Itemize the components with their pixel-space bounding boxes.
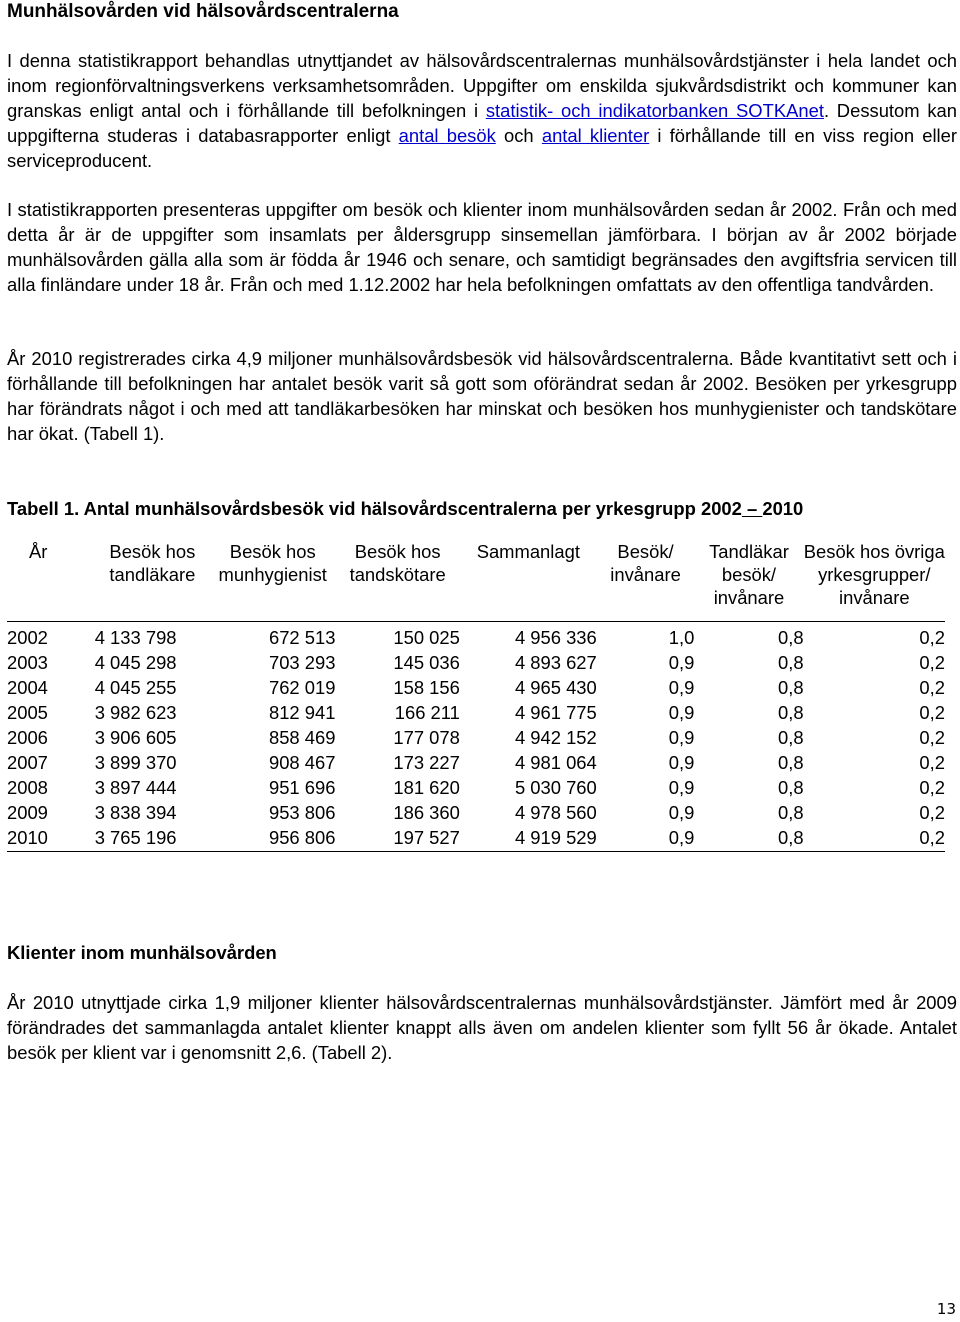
cell-besok-invanare: 0,9 (668, 777, 695, 798)
cell-ovriga-invanare: 0,2 (919, 777, 945, 798)
intro-text-1: I denna statistikrapport behandlas utnyttjandet av hälsovårdscentralernas munhälsovårdstjänster i hela landet och inom regionförvaltningsverkens verksamhetsområden. Uppgifter om enskilda sjukvårdsdistrikt och kommuner kan granskas enligt antal och i förhållande till befolkningen i (7, 50, 957, 121)
cell-year: 2007 (7, 752, 48, 773)
cell-ovriga-invanare: 0,2 (919, 652, 945, 673)
cell-tandskotare: 173 227 (393, 752, 460, 773)
cell-tandlakar-invanare: 0,8 (778, 652, 804, 673)
table-row (7, 800, 945, 825)
header-year: År (7, 540, 95, 622)
header-sammanlagt: Sammanlagt (460, 540, 597, 622)
cell-munhygienist: 812 941 (268, 702, 336, 723)
cell-tandlakare: 4 133 798 (94, 627, 177, 648)
cell-tandskotare: 186 360 (393, 802, 460, 823)
cell-munhygienist: 762 019 (268, 677, 336, 698)
cell-besok-invanare: 1,0 (668, 627, 695, 648)
cell-ovriga-invanare: 0,2 (804, 825, 945, 852)
cell-tandlakare: 4 045 298 (94, 652, 177, 673)
cell-munhygienist: 908 467 (268, 752, 336, 773)
cell-ovriga-invanare: 0,2 (919, 727, 945, 748)
header-tandlakare: Besök hos tandläkare (95, 540, 210, 622)
cell-tandlakar-invanare: 0,8 (778, 677, 804, 698)
cell-besok-invanare: 0,9 (668, 677, 695, 698)
cell-sammanlagt: 4 942 152 (514, 727, 597, 748)
cell-sammanlagt: 4 981 064 (514, 752, 597, 773)
table-row (7, 775, 945, 800)
table-header-row (7, 540, 945, 622)
cell-ovriga-invanare: 0,2 (919, 702, 945, 723)
cell-tandskotare: 177 078 (393, 727, 460, 748)
intro-text-4: i förhållande till en viss region eller serviceproducent. (7, 125, 957, 171)
cell-ovriga-invanare: 0,2 (919, 752, 945, 773)
cell-munhygienist: 953 806 (268, 802, 336, 823)
intro-text-2: . Dessutom kan uppgifterna studeras i databasrapporter enligt (7, 100, 958, 146)
cell-year: 2006 (7, 727, 48, 748)
table-row (7, 622, 945, 651)
cell-tandlakare: 4 045 255 (94, 677, 177, 698)
cell-tandlakare: 3 765 196 (95, 825, 210, 852)
cell-munhygienist: 858 469 (268, 727, 336, 748)
cell-year: 2009 (7, 802, 48, 823)
table-row (7, 825, 945, 852)
cell-tandlakare: 3 838 394 (94, 802, 177, 823)
cell-tandlakar-invanare: 0,8 (778, 727, 804, 748)
cell-sammanlagt: 4 956 336 (514, 627, 597, 648)
cell-tandskotare: 197 527 (335, 825, 459, 852)
cell-tandlakare: 3 897 444 (94, 777, 177, 798)
table-1-title-end: 2010 (762, 498, 804, 519)
cell-munhygienist: 672 513 (268, 627, 336, 648)
table-row (7, 700, 945, 725)
table-row (7, 725, 945, 750)
cell-besok-invanare: 0,9 (668, 652, 695, 673)
cell-year: 2003 (7, 652, 48, 673)
cell-tandskotare: 150 025 (393, 627, 460, 648)
cell-besok-invanare: 0,9 (668, 802, 695, 823)
cell-tandskotare: 181 620 (393, 777, 460, 798)
cell-tandlakar-invanare: 0,8 (778, 752, 804, 773)
cell-ovriga-invanare: 0,2 (919, 677, 945, 698)
cell-year: 2005 (7, 702, 48, 723)
table-1-title-dash: – (741, 498, 763, 519)
table-1-title-text: Tabell 1. Antal munhälsovårdsbesök vid hälsovårdscentralerna per yrkesgrupp 2002 (7, 498, 742, 519)
cell-tandlakar-invanare: 0,8 (778, 702, 804, 723)
cell-sammanlagt: 4 978 560 (514, 802, 597, 823)
cell-besok-invanare: 0,9 (668, 702, 695, 723)
cell-year: 2008 (7, 777, 48, 798)
header-tandlakar-invanare: Tandläkar besök/ invånare (694, 540, 803, 622)
cell-besok-invanare: 0,9 (668, 752, 695, 773)
clients-paragraph: År 2010 utnyttjade cirka 1,9 miljoner klienter hälsovårdscentralernas munhälsovårdstjänster. Jämfört med år 2009 förändrades det sammanlagda antalet klienter knappt alls även om andelen klienter som fyllt 56 år ökade. Antalet besök per klient var i genomsnitt 2,6. (Tabell 2). (7, 992, 957, 1063)
table-1 (7, 540, 945, 852)
table-row (7, 750, 945, 775)
cell-sammanlagt: 4 965 430 (514, 677, 597, 698)
cell-tandlakar-invanare: 0,8 (778, 802, 804, 823)
table-1-title (7, 496, 803, 521)
cell-tandlakar-invanare: 0,8 (778, 627, 804, 648)
cell-sammanlagt: 4 919 529 (460, 825, 597, 852)
statistics-paragraph: I statistikrapporten presenteras uppgifter om besök och klienter inom munhälsovården sedan år 2002. Från och med detta år är de uppgifter som insamlats per åldersgrupp sinsemellan jämförbara. I början av år 2002 började munhälsovården gälla alla som är födda år 1946 och senare, och samtidigt begränsades den avgiftsfria servicen till alla finländare under 18 år. Från och med 1.12.2002 har hela befolkningen omfattats av den offentliga tandvården. (7, 199, 957, 295)
cell-tandlakare: 3 899 370 (94, 752, 177, 773)
cell-sammanlagt: 5 030 760 (514, 777, 597, 798)
page-title: Munhälsovården vid hälsovårdscentralerna (7, 1, 399, 22)
intro-text-3: och (495, 125, 542, 146)
sotkanet-link[interactable]: statistik- och indikatorbanken SOTKAnet (485, 100, 824, 121)
cell-tandskotare: 166 211 (394, 702, 460, 723)
cell-tandlakare: 3 982 623 (94, 702, 177, 723)
header-ovriga-invanare: Besök hos övriga yrkesgrupper/ invånare (804, 540, 945, 622)
cell-year: 2002 (7, 627, 48, 648)
cell-year: 2004 (7, 677, 48, 698)
cell-munhygienist: 951 696 (268, 777, 336, 798)
cell-besok-invanare: 0,9 (597, 825, 695, 852)
visits-paragraph: År 2010 registrerades cirka 4,9 miljoner munhälsovårdsbesök vid hälsovårdscentralerna. Både kvantitativt sett och i förhållande till befolkningen har antalet besök varit så gott som oförändrat sedan år 2002. Besöken per yrkesgrupp har förändrats något i och med att tandläkarbesöken har minskat och besöken hos munhygienister och tandskötare har ökat. (Tabell 1). (7, 348, 957, 444)
header-besok-invanare: Besök/ invånare (597, 540, 695, 622)
page-number: 13 (936, 1300, 956, 1318)
cell-tandlakar-invanare: 0,8 (778, 777, 804, 798)
cell-ovriga-invanare: 0,2 (919, 802, 945, 823)
header-munhygienist: Besök hos munhygienist (210, 540, 335, 622)
cell-tandlakare: 3 906 605 (94, 727, 177, 748)
cell-munhygienist: 703 293 (268, 652, 336, 673)
cell-tandskotare: 145 036 (393, 652, 460, 673)
table-row (7, 650, 945, 675)
section-heading-klienter: Klienter inom munhälsovården (7, 942, 277, 963)
cell-sammanlagt: 4 961 775 (514, 702, 597, 723)
cell-besok-invanare: 0,9 (668, 727, 695, 748)
cell-tandlakar-invanare: 0,8 (694, 825, 803, 852)
antal-besok-link[interactable]: antal besök (398, 125, 496, 146)
antal-klienter-link[interactable]: antal klienter (541, 125, 650, 146)
header-tandskotare: Besök hos tandskötare (335, 540, 459, 622)
cell-year: 2010 (7, 825, 95, 852)
table-row (7, 675, 945, 700)
cell-ovriga-invanare: 0,2 (919, 627, 945, 648)
cell-sammanlagt: 4 893 627 (514, 652, 597, 673)
cell-munhygienist: 956 806 (210, 825, 335, 852)
cell-tandskotare: 158 156 (393, 677, 460, 698)
intro-paragraph (7, 48, 957, 173)
